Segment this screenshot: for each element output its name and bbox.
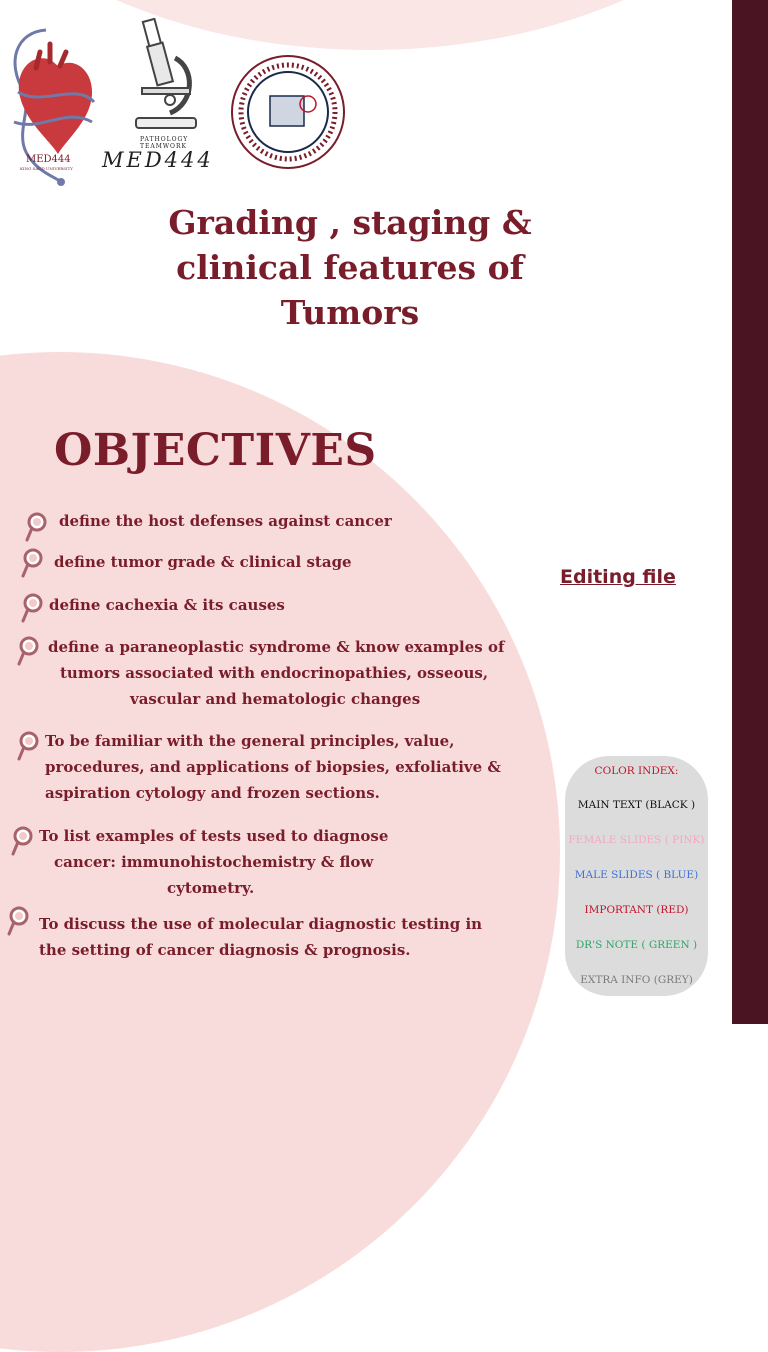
pin-icon (16, 731, 40, 761)
objectives-heading: OBJECTIVES (54, 425, 377, 476)
color-index-title: COLOR INDEX: (594, 765, 679, 777)
team-label: PATHOLOGY TEAMWORK (140, 136, 189, 150)
objective-line: define tumor grade & clinical stage (54, 553, 352, 571)
objective-line: To list examples of tests used to diagnose (39, 827, 389, 845)
color-index-item: MAIN TEXT (BLACK ) (577, 799, 696, 811)
logo-left-label: MED444 (26, 154, 71, 165)
pin-icon (20, 548, 44, 578)
title-line-1: Grading , staging & (168, 203, 532, 242)
pathology-team-logo (100, 18, 225, 178)
color-index-item: DR'S NOTE ( GREEN ) (575, 939, 698, 951)
color-index-item: MALE SLIDES ( BLUE) (574, 869, 699, 881)
team-logo-text: MED444 (102, 148, 214, 172)
title-line-3: Tumors (280, 293, 420, 332)
objective-line: To be familiar with the general principles, value, (45, 732, 455, 750)
right-side-bar (732, 0, 768, 1024)
objective-line: vascular and hematologic changes (130, 690, 421, 708)
objective-line: define a paraneoplastic syndrome & know examples of (48, 638, 505, 656)
objective-line: define the host defenses against cancer (59, 512, 392, 530)
title-line-2: clinical features of (176, 248, 524, 287)
objective-line: the setting of cancer diagnosis & prognosis. (39, 941, 411, 959)
objective-line: tumors associated with endocrinopathies, osseous, (60, 664, 489, 682)
microscope-icon (100, 18, 225, 136)
objective-line: cancer: immunohistochemistry & flow (54, 853, 374, 871)
pin-icon (10, 826, 34, 856)
pin-icon (24, 512, 48, 542)
objective-line: aspiration cytology and frozen sections. (45, 784, 380, 802)
med444-heart-logo (6, 22, 96, 186)
objective-line: procedures, and applications of biopsies, exfoliative & (45, 758, 501, 776)
logo-left-sub: KING SAUD UNIVERSITY (20, 166, 73, 171)
color-index-item: IMPORTANT (RED) (584, 904, 689, 916)
page-title (150, 200, 550, 335)
objective-line: cytometry. (167, 879, 255, 897)
color-index-item: EXTRA INFO (GREY) (580, 974, 693, 986)
color-index-box (565, 756, 708, 996)
objective-line: define cachexia & its causes (49, 596, 285, 614)
team-seal-logo (228, 54, 348, 170)
color-index-item: FEMALE SLIDES ( PINK) (568, 834, 705, 846)
objective-line: To discuss the use of molecular diagnostic testing in (39, 915, 483, 933)
pin-icon (6, 906, 30, 936)
pin-icon (16, 636, 40, 666)
editing-file-link[interactable]: Editing file (560, 566, 676, 588)
seal-icon (228, 54, 348, 170)
pin-icon (20, 593, 44, 623)
